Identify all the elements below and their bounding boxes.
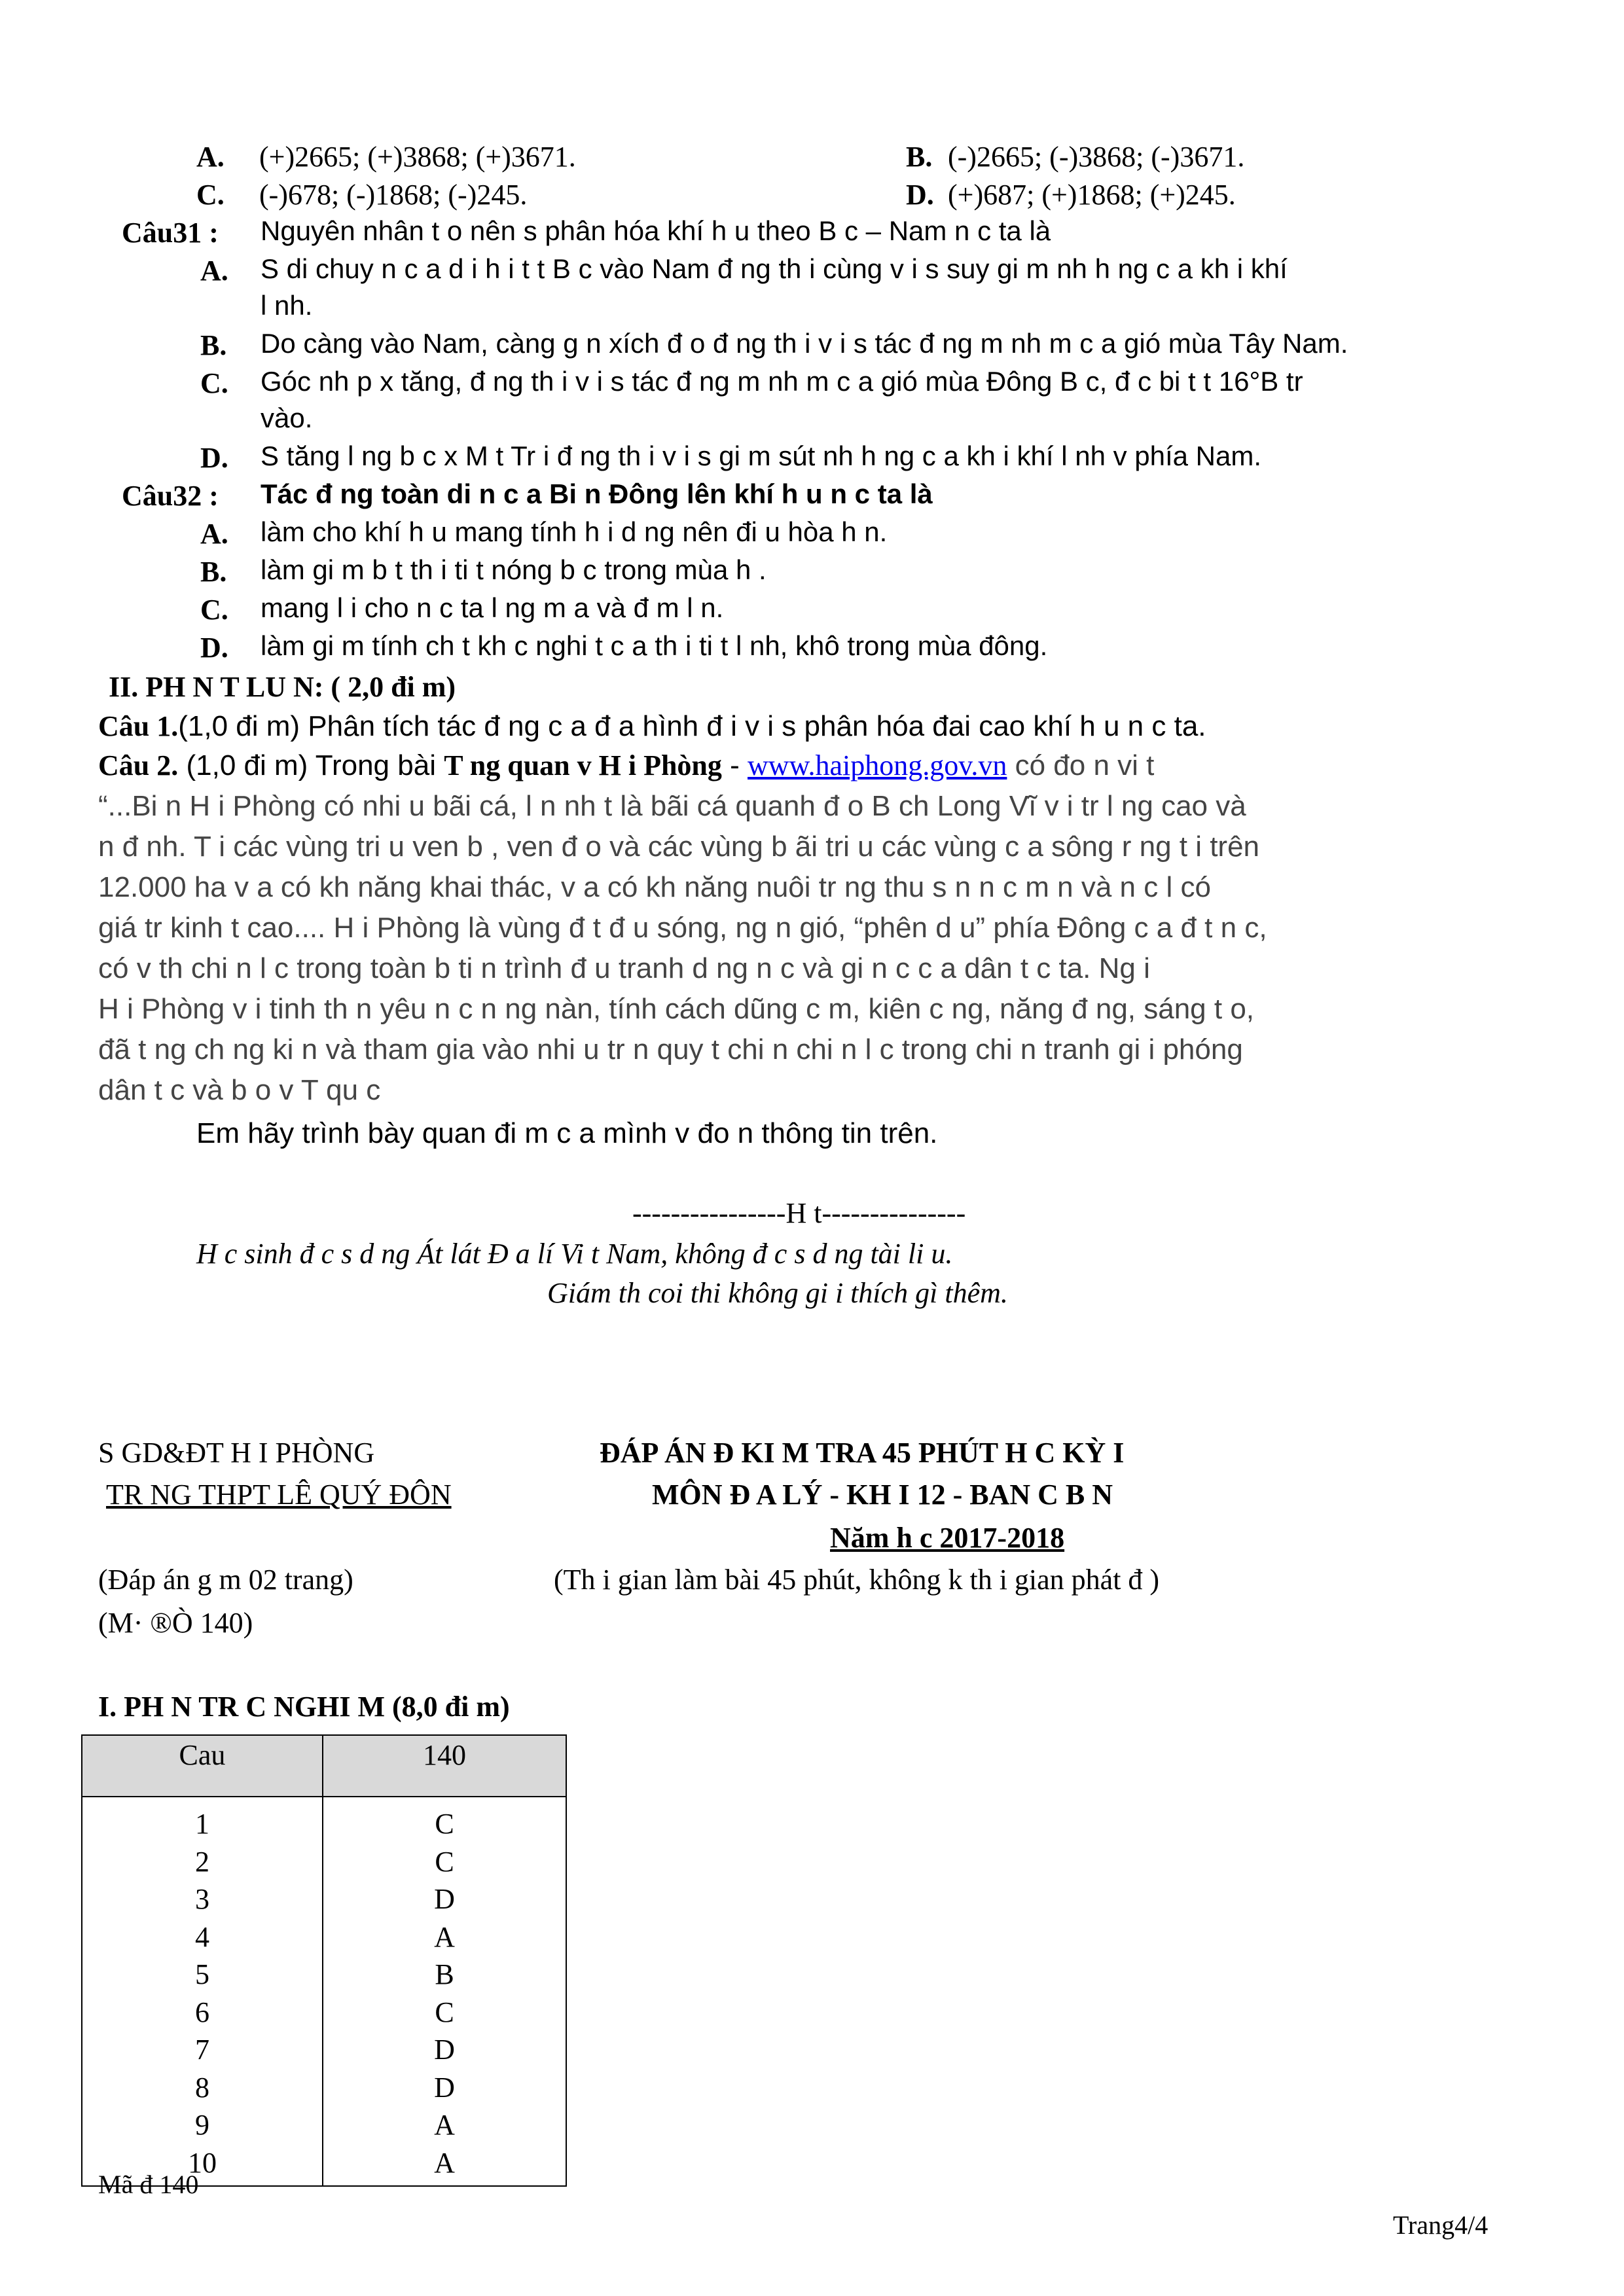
q31-option-a-line1: S di chuy n c a d i h i t t B c vào Nam đ ng th i cùng v i s suy gi m nh h ng c a kh i khí [261,253,1288,284]
q30-option-c-letter: C. [196,179,225,211]
answer-letter: B [435,1958,454,1990]
part2-q1-text: (1,0 đi m) Phân tích tác đ ng c a đ a hình đ i v i s phân hóa đai cao khí h u n c ta. [178,710,1206,742]
answer-key-time-note: (Th i gian làm bài 45 phút, không k th i gian phát đ ) [554,1564,1160,1596]
part2-q2-label: Câu 2. [98,749,179,781]
q30-option-d-letter: D. [906,179,934,211]
part2-q2-dash: - [721,749,748,781]
answer-table-header-row [82,1735,566,1797]
answer-key-department: S GD&ĐT H I PHÒNG [98,1437,375,1469]
question-number: 7 [195,2034,209,2066]
q31-option-a-letter: A. [200,255,228,287]
question-number: 6 [195,1996,209,2028]
part2-question-1 [98,712,1206,741]
q31-option-b-letter: B. [200,329,227,361]
quote-line-7: đã t ng ch ng ki n và tham gia vào nhi u tr n quy t chi n chi n l c trong chi n tranh gi i phóng [98,1033,1243,1066]
q31-option-a-line2: l nh. [261,290,313,321]
answer-letter: D [434,2071,455,2104]
q30-option-b-letter: B. [906,141,933,173]
quote-line-4: giá tr kinh t cao.... H i Phòng là vùng đ t đ u sóng, ng n gió, “phên d u” phía Đông c a đ t n c, [98,912,1267,944]
q30-option-a-text: (+)2665; (+)3868; (+)3671. [259,141,576,173]
quote-line-1: “...Bi n H i Phòng có nhi u bãi cá, l n nh t là bãi cá quanh đ o B ch Long Vĩ v i tr l ng cao và [98,790,1246,822]
q32-option-b-letter: B. [200,556,227,588]
part2-instruction: Em hãy trình bày quan đi m c a mình v đo n thông tin trên. [196,1117,938,1149]
q30-option-d-text: (+)687; (+)1868; (+)245. [948,179,1236,211]
q31-stem: Nguyên nhân t o nên s phân hóa khí h u theo B c – Nam n c ta là [261,215,1051,246]
question-number: 1 [195,1808,209,1840]
question-number: 5 [195,1958,209,1990]
answer-key-title-1: ĐÁP ÁN Đ KI M TRA 45 PHÚT H C KỲ I [600,1437,1125,1469]
answer-key-year: Năm h c 2017-2018 [830,1522,1065,1554]
quote-line-3: 12.000 ha v a có kh năng khai thác, v a có kh năng nuôi tr ng thu s n n c m n và n c l có [98,871,1211,903]
end-divider: ----------------H t--------------- [632,1197,966,1229]
footer-exam-code: Mã đ 140 [98,2170,199,2199]
answer-letter: C [435,1845,454,1878]
answer-letter: D [434,2034,455,2066]
q31-option-c-line1: Góc nh p x tăng, đ ng th i v i s tác đ ng m nh m c a gió mùa Đông B c, đ c bi t t 16°B tr [261,366,1303,397]
answer-table-question-numbers [82,1797,323,2186]
question-number: 9 [195,2109,209,2141]
answer-table-header-code: 140 [323,1735,566,1797]
answer-letter: D [434,1883,455,1915]
quote-line-2: n đ nh. T i các vùng tri u ven b , ven đ o và các vùng b ãi tri u các vùng c a sông r ng t i trên [98,831,1260,863]
q32-stem: Tác đ ng toàn di n c a Bi n Đông lên khí h u n c ta là [261,478,933,509]
part2-question-2 [98,751,1154,780]
answer-table-body [82,1797,566,2186]
q32-option-a-text: làm cho khí h u mang tính h i d ng nên đi u hòa h n. [261,516,888,547]
part2-q2-article-title: T ng quan v H i Phòng [444,749,722,781]
question-number: 3 [195,1883,209,1915]
q32-option-d-text: làm gi m tính ch t kh c nghi t c a th i ti t l nh, khô trong mùa đông. [261,630,1048,661]
answer-letter: A [434,1920,455,1953]
question-number: 4 [195,1920,209,1953]
answer-letter: A [434,2109,455,2141]
answer-table-answers [323,1797,566,2186]
answer-letter: A [434,2146,455,2179]
q31-option-d-letter: D. [200,442,228,474]
part2-q1-label: Câu 1. [98,710,179,742]
q32-option-c-text: mang l i cho n c ta l ng m a và đ m l n. [261,592,724,623]
quote-line-5: có v th chi n l c trong toàn b ti n trình đ u tranh d ng n c và gi n c c a dân t c ta. Ng i [98,952,1150,984]
q32-option-b-text: làm gi m b t th i ti t nóng b c trong mùa h . [261,554,767,585]
q32-label: Câu32 : [122,480,219,512]
q31-option-c-line2: vào. [261,403,313,433]
q30-option-a-letter: A. [196,141,225,173]
haiphong-website-link[interactable]: www.haiphong.gov.vn [748,749,1007,781]
part2-q2-pre: (1,0 đi m) Trong bài [178,749,444,781]
part2-heading: II. PH N T LU N: ( 2,0 đi m) [109,671,456,703]
quote-line-8: dân t c và b o v T qu c [98,1074,381,1106]
q31-option-c-letter: C. [200,367,228,399]
q30-option-c-text: (-)678; (-)1868; (-)245. [259,179,528,211]
q32-option-a-letter: A. [200,518,228,550]
q32-option-c-letter: C. [200,594,228,626]
q31-label: Câu31 : [122,217,219,249]
answer-key-code-note: (M· ®Ò 140) [98,1607,253,1639]
q31-option-d-text: S tăng l ng b c x M t Tr i đ ng th i v i s gi m sút nh h ng c a kh i khí l nh v phía Nam. [261,440,1262,471]
end-note-proctor: Giám th coi thi không gi i thích gì thêm. [547,1277,1008,1309]
answer-table-header-question: Cau [82,1735,323,1797]
q31-option-b-text: Do càng vào Nam, càng g n xích đ o đ ng th i v i s tác đ ng m nh m c a gió mùa Tây Nam. [261,328,1348,359]
answer-key-title-2: MÔN Đ A LÝ - KH I 12 - BAN C B N [652,1479,1113,1511]
answer-table [81,1734,567,2187]
answer-letter: C [435,1808,454,1840]
end-note-students: H c sinh đ c s d ng Át lát Đ a lí Vi t Nam, không đ c s d ng tài li u. [196,1238,953,1270]
q32-option-d-letter: D. [200,632,228,664]
answer-key-pages-note: (Đáp án g m 02 trang) [98,1564,353,1596]
question-number: 10 [188,2146,217,2179]
q30-option-b-text: (-)2665; (-)3868; (-)3671. [948,141,1245,173]
question-number: 2 [195,1845,209,1878]
part2-q2-post: có đo n vi t [1007,749,1155,781]
answer-letter: C [435,1996,454,2028]
answer-key-school: TR NG THPT LÊ QUÝ ĐÔN [106,1479,452,1511]
answer-key-section-heading: I. PH N TR C NGHI M (8,0 đi m) [98,1691,510,1723]
footer-page-number: Trang4/4 [1393,2210,1489,2240]
question-number: 8 [195,2071,209,2104]
quote-line-6: H i Phòng v i tinh th n yêu n c n ng nàn, tính cách dũng c m, kiên c ng, năng đ ng, sáng t o, [98,993,1255,1025]
